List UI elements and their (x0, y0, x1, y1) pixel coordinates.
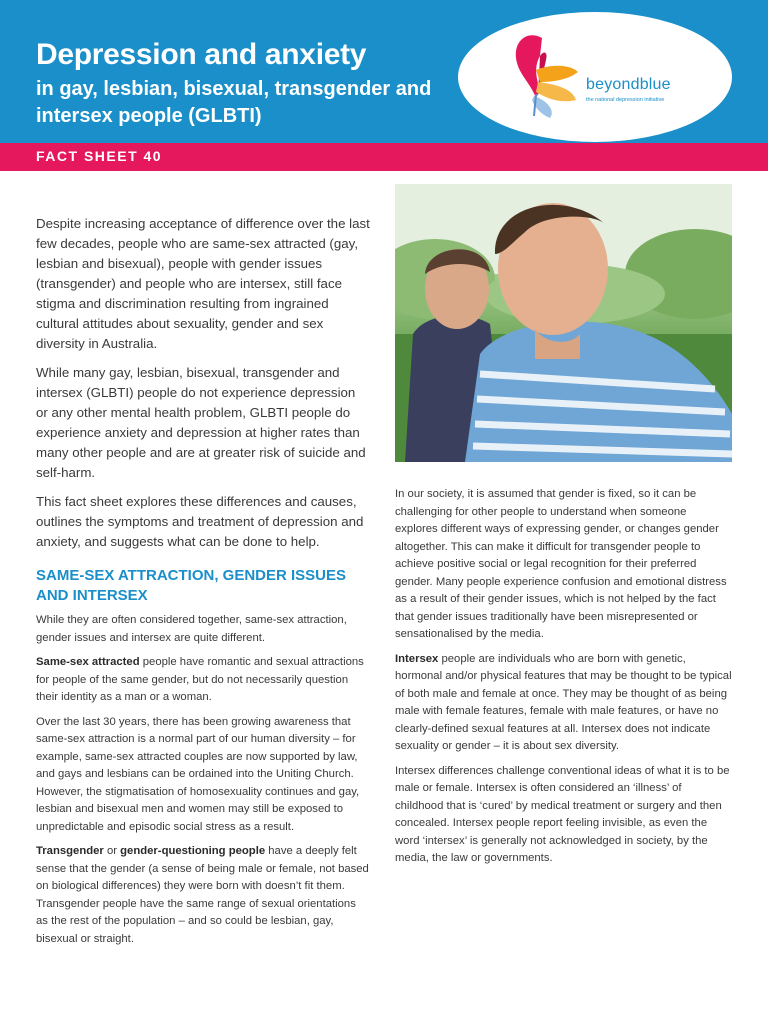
logo-tagline: the national depression initiative (586, 97, 665, 103)
body-paragraph: In our society, it is assumed that gender is fixed, so it can be challenging for other people to understand when someone explores different ways of expressing gender, or changes gender altogether. This can make it difficult for transgender people to achieve positive social or legal recognition for their preferred gender. Many people experience confusion and emotional distress as a result of their gender issues, which is not helped by the fact that gender issues traditionally have been misrepresented or sensationalised by the media. (395, 488, 727, 640)
butterfly-logo-icon (506, 30, 586, 120)
connector-text: or (103, 845, 121, 857)
term-intersex: Intersex (395, 652, 439, 665)
fact-sheet-label: FACT SHEET 40 (36, 148, 163, 164)
term-gender-questioning: gender-questioning people (120, 845, 266, 857)
beyondblue-logo (458, 12, 732, 142)
body-paragraph: Intersex differences challenge conventional ideas of what it is to be male or female. Intersex is often considered an ‘illness’ of childhood that is ‘cured’ by medical treatment or surgery and then concealed. Intersex people report feeling invisible, as even the word ‘intersex’ is generally not acknowledged in society, by the media, the law or governments. (395, 764, 730, 864)
body-paragraph: While they are often considered together, same-sex attraction, gender issues and intersex are quite different. (36, 614, 347, 644)
page-subtitle: in gay, lesbian, bisexual, transgender and intersex people (GLBTI) (36, 78, 432, 127)
intro-paragraph-1: Despite increasing acceptance of difference over the last few decades, people who are same-sex attracted (gay, lesbian and bisexual), people with gender issues (transgender) and people who are intersex, still face stigma and discrimination resulting from ingrained cultural attitudes about sexuality, gender and sex diversity in Australia. (36, 216, 370, 351)
paragraph-text: people are individuals who are born with genetic, hormonal and/or physical features that may be thought to be typical of both male and female at once. They may be thought of as being male with female features, female with male features, or have no clearly-defined sexual features at all. Intersex does not indicate sexuality or gender – it is about sex diversity. (395, 652, 732, 752)
term-same-sex-attracted: Same-sex attracted (36, 656, 140, 668)
intro-paragraph-2: While many gay, lesbian, bisexual, transgender and intersex (GLBTI) people do not experience depression or any other mental health problem, GLBTI people do experience anxiety and depression at higher rates than many other people and are at greater risk of suicide and self-harm. (36, 365, 366, 480)
transgender-paragraph (36, 843, 370, 948)
section-heading: SAME-SEX ATTRACTION, GENDER ISSUES AND INTERSEX (36, 567, 347, 604)
paragraph-text: have a deeply felt sense that the gender (a sense of being male or female, not based on biological differences) they were born with doesn’t fit them. Transgender people have the same range of sexual orientations as the rest of the population – and so could be lesbian, gay, bisexual or straight. (36, 845, 369, 945)
logo-name: beyondblue (586, 76, 671, 93)
page-title: Depression and anxiety (36, 38, 367, 71)
term-transgender: Transgender (36, 845, 104, 857)
intersex-paragraph (395, 651, 732, 756)
photo-illustration (395, 184, 732, 462)
fact-sheet-bar (0, 143, 768, 171)
photo-two-young-men (395, 184, 732, 462)
left-column (36, 214, 370, 955)
right-column (395, 486, 732, 875)
paragraph-text: people have romantic and sexual attractions for people of the same gender, but do not necessarily question their identity as a man or a woman. (36, 656, 364, 703)
body-paragraph: Over the last 30 years, there has been growing awareness that same-sex attraction is a normal part of our human diversity – for example, same-sex attracted couples are now supported by law, and gays and lesbians can be ordained into the Uniting Church. However, the stigmatisation of homosexuality continues and gay, lesbian and bisexual men and women may still be exposed to unpredictable and episodic social stress as a result. (36, 715, 360, 833)
intro-paragraph-3: This fact sheet explores these differences and causes, outlines the symptoms and treatment of depression and anxiety, and suggests what can be done to help. (36, 494, 364, 549)
same-sex-attracted-paragraph (36, 654, 370, 707)
